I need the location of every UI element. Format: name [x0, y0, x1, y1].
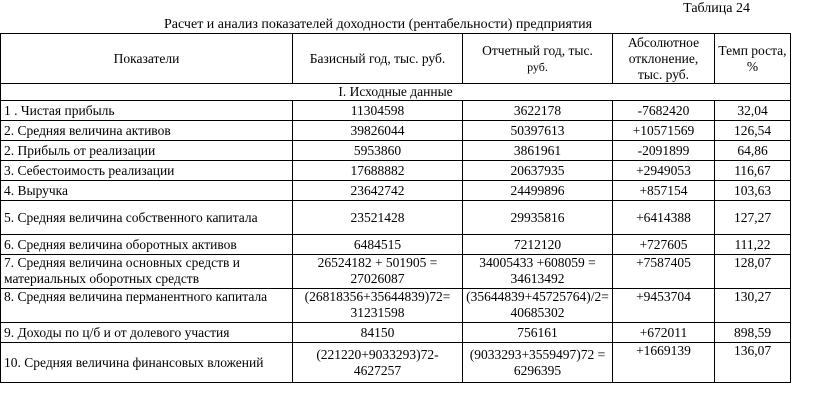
row-name: 4. Выручка: [1, 181, 293, 201]
row-report: (35644839+45725764)/2= 40685302: [463, 289, 613, 323]
row-rate: 127,27: [715, 201, 791, 235]
row-report: 50397613: [463, 121, 613, 141]
row-name: 3. Себестоимость реализации: [1, 161, 293, 181]
header-report-year-line2: руб.: [527, 59, 548, 74]
row-abs: +2949053: [613, 161, 715, 181]
table-row: [1, 121, 791, 141]
table-row: [1, 289, 791, 323]
row-rate: 64,86: [715, 141, 791, 161]
row-name: 7. Средняя величина основных средств и материальных оборотных средств: [1, 255, 293, 289]
row-report: 756161: [463, 323, 613, 343]
row-report: 7212120: [463, 235, 613, 255]
row-base: (26818356+35644839)72= 31231598: [293, 289, 463, 323]
table-row: [1, 255, 791, 289]
section-row: [1, 84, 791, 101]
row-name: 2. Средняя величина активов: [1, 121, 293, 141]
table-row: [1, 181, 791, 201]
row-abs: +857154: [613, 181, 715, 201]
row-name: 8. Средняя величина перманентного капитала: [1, 289, 293, 323]
table-title: Расчет и анализ показателей доходности (рентабельности) предприятия: [164, 17, 593, 32]
row-report: 20637935: [463, 161, 613, 181]
row-abs: -2091899: [613, 141, 715, 161]
row-rate: 126,54: [715, 121, 791, 141]
row-abs: +10571569: [613, 121, 715, 141]
table-caption: Таблица 24: [683, 1, 750, 16]
row-abs: +7587405: [613, 255, 715, 289]
row-abs: +1669139: [613, 343, 715, 383]
row-base: 5953860: [293, 141, 463, 161]
table-row: [1, 161, 791, 181]
row-abs: +727605: [613, 235, 715, 255]
row-name: 10. Средняя величина финансовых вложений: [1, 343, 293, 383]
row-rate: 32,04: [715, 101, 791, 121]
row-abs: +6414388: [613, 201, 715, 235]
row-report: 29935816: [463, 201, 613, 235]
row-rate: 128,07: [715, 255, 791, 289]
row-base: 23642742: [293, 181, 463, 201]
row-rate: 116,67: [715, 161, 791, 181]
row-abs: +9453704: [613, 289, 715, 323]
row-base: 26524182 + 501905 = 27026087: [293, 255, 463, 289]
header-report-year: [463, 34, 613, 84]
table-row: [1, 323, 791, 343]
row-rate: 130,27: [715, 289, 791, 323]
row-base: 23521428: [293, 201, 463, 235]
row-report: 24499896: [463, 181, 613, 201]
row-report: 3622178: [463, 101, 613, 121]
row-rate: 111,22: [715, 235, 791, 255]
header-indicator: Показатели: [1, 34, 293, 84]
row-base: 17688882: [293, 161, 463, 181]
table-row: [1, 141, 791, 161]
row-name: 9. Доходы по ц/б и от долевого участия: [1, 323, 293, 343]
row-base: 6484515: [293, 235, 463, 255]
row-report: 3861961: [463, 141, 613, 161]
row-rate: 136,07: [715, 343, 791, 383]
row-rate: 103,63: [715, 181, 791, 201]
row-name: 2. Прибыль от реализации: [1, 141, 293, 161]
table-row: [1, 201, 791, 235]
row-name: 5. Средняя величина собственного капитала: [1, 201, 293, 235]
profitability-table: [0, 33, 791, 383]
header-row: [1, 34, 791, 84]
row-report: (9033293+3559497)72 = 6296395: [463, 343, 613, 383]
row-abs: -7682420: [613, 101, 715, 121]
row-name: 6. Средняя величина оборотных активов: [1, 235, 293, 255]
table-row: [1, 343, 791, 383]
row-rate: 898,59: [715, 323, 791, 343]
row-base: 11304598: [293, 101, 463, 121]
row-name: 1 . Чистая прибыль: [1, 101, 293, 121]
row-base: 84150: [293, 323, 463, 343]
header-base-year: Базисный год, тыс. руб.: [293, 34, 463, 84]
header-growth-rate: Темп роста, %: [715, 34, 791, 84]
row-base: (221220+9033293)72- 4627257: [293, 343, 463, 383]
header-report-year-line1: Отчетный год, тыс.: [482, 42, 593, 58]
row-base: 39826044: [293, 121, 463, 141]
table-row: [1, 101, 791, 121]
row-report: 34005433 +608059 = 34613492: [463, 255, 613, 289]
row-abs: +672011: [613, 323, 715, 343]
section-title: I. Исходные данные: [1, 84, 791, 101]
header-abs-deviation: Абсолютное отклонение, тыс. руб.: [613, 34, 715, 84]
table-row: [1, 235, 791, 255]
